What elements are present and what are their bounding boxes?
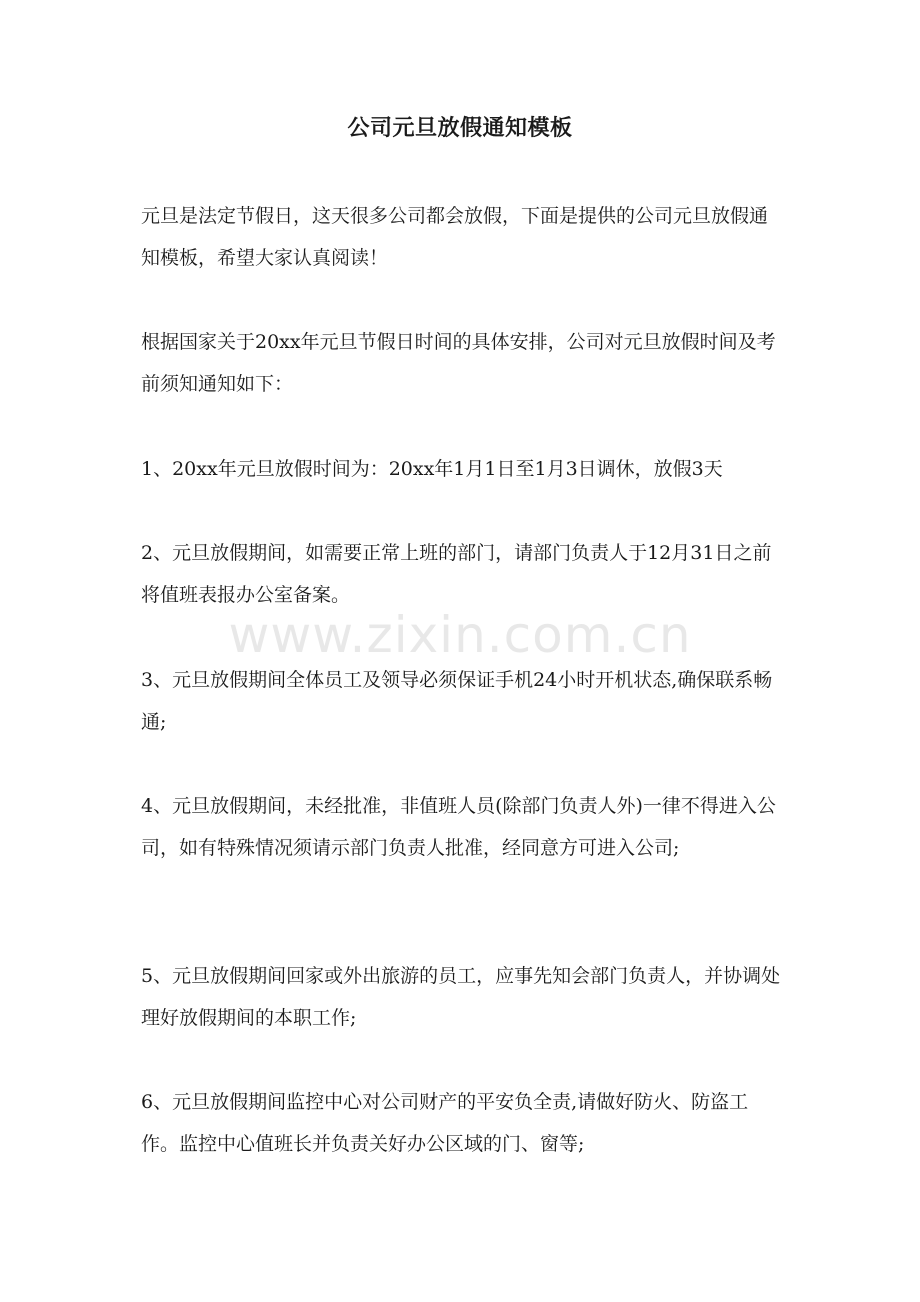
- notice-paragraph: 根据国家关于20xx年元旦节假日时间的具体安排，公司对元旦放假时间及考前须知通知如下：: [141, 331, 776, 395]
- list-item-5: 5、元旦放假期间回家或外出旅游的员工，应事先知会部门负责人，并协调处理好放假期间的本职工作;: [141, 965, 781, 1029]
- list-item-2: 2、元旦放假期间，如需要正常上班的部门，请部门负责人于12月31日之前将值班表报办公室备案。: [141, 542, 772, 606]
- list-item-1: 1、20xx年元旦放假时间为：20xx年1月1日至1月3日调休，放假3天: [141, 458, 723, 480]
- list-item-6: 6、元旦放假期间监控中心对公司财产的平安负全责,请做好防火、防盗工作。监控中心值班长并负责关好办公区域的门、窗等;: [141, 1091, 749, 1155]
- list-item-3: 3、元旦放假期间全体员工及领导必须保证手机24小时开机状态,确保联系畅通;: [141, 669, 773, 733]
- intro-paragraph: 元旦是法定节假日，这天很多公司都会放假，下面是提供的公司元旦放假通知模板，希望大家认真阅读！: [141, 205, 769, 269]
- list-item-4: 4、元旦放假期间，未经批准，非值班人员(除部门负责人外)一律不得进入公司，如有特殊情况须请示部门负责人批准，经同意方可进入公司;: [141, 795, 776, 859]
- document-title: 公司元旦放假通知模板: [347, 115, 573, 141]
- watermark-text: www.zixin.com.cn: [228, 606, 692, 664]
